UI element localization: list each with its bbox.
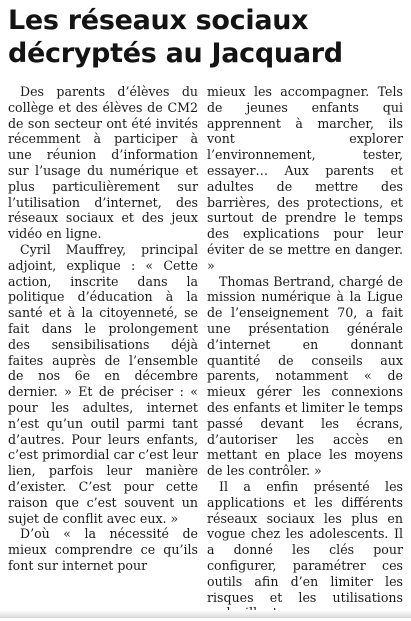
article-column-right xyxy=(207,84,403,621)
paragraph-conclusion-start: D’où « la nécessité de mieux comprendre ce qu’ils font sur internet pour xyxy=(8,526,198,573)
paragraph-presenter: Thomas Bertrand, chargé de mission numérique à la Ligue de l’enseignement 70, a fait une présentation générale d’internet en donnant quantité de conseils aux parents, notamment « de mieux gérer les connexions des enfants et limiter le temps passé devant les écrans, d’autoriser les accès en mettant en place les moyens de les contrôler. » xyxy=(207,273,403,479)
paragraph-conclusion-end: mieux les accompagner. Tels de jeunes enfants qui apprennent à marcher, ils vont explorer l’environnement, tester, essayer… Aux parents et adultes de mettre des barrières, des protections, et surtout de prendre le temps des explications pour leur éviter de se mettre en danger. » xyxy=(207,84,403,273)
article-column-left xyxy=(8,84,198,574)
headline-line-2: décryptés au Jacquard xyxy=(8,38,343,69)
page-bottom-edge xyxy=(0,610,411,618)
paragraph-intro: Des parents d’élèves du collège et des élèves de CM2 de son secteur ont été invités récemment à participer à une réunion d’information sur l’usage du numérique et plus particulièrement sur l’utilisation d’internet, des réseaux sociaux et des jeux vidéo en ligne. xyxy=(8,84,198,242)
paragraph-quote-principal: Cyril Mauffrey, principal adjoint, explique : « Cette action, inscrite dans la politique d’éducation à la santé et à la citoyenneté, se fait dans le prolongement des sensibilisations déjà faites auprès de l’ensemble de nos 6e en décembre dernier. » Et de préciser : « pour les adultes, internet n’est qu’un outil parmi tant d’autres. Pour leurs enfants, c’est primordial car c’est leur lien, parfois leur manière d’exister. C’est pour cette raison que c’est souvent un sujet de conflit avec eux. » xyxy=(8,241,198,526)
paragraph-social-networks: Il a enfin présenté les applications et les différents réseaux sociaux les plus en vogue chez les adolescents. Il a donné les clés pour configurer, paramétrer ces outils afin d’en limiter les risques et les utilisations xyxy=(207,478,403,605)
article-headline xyxy=(8,4,403,70)
headline-line-1: Les réseaux sociaux xyxy=(8,5,309,36)
